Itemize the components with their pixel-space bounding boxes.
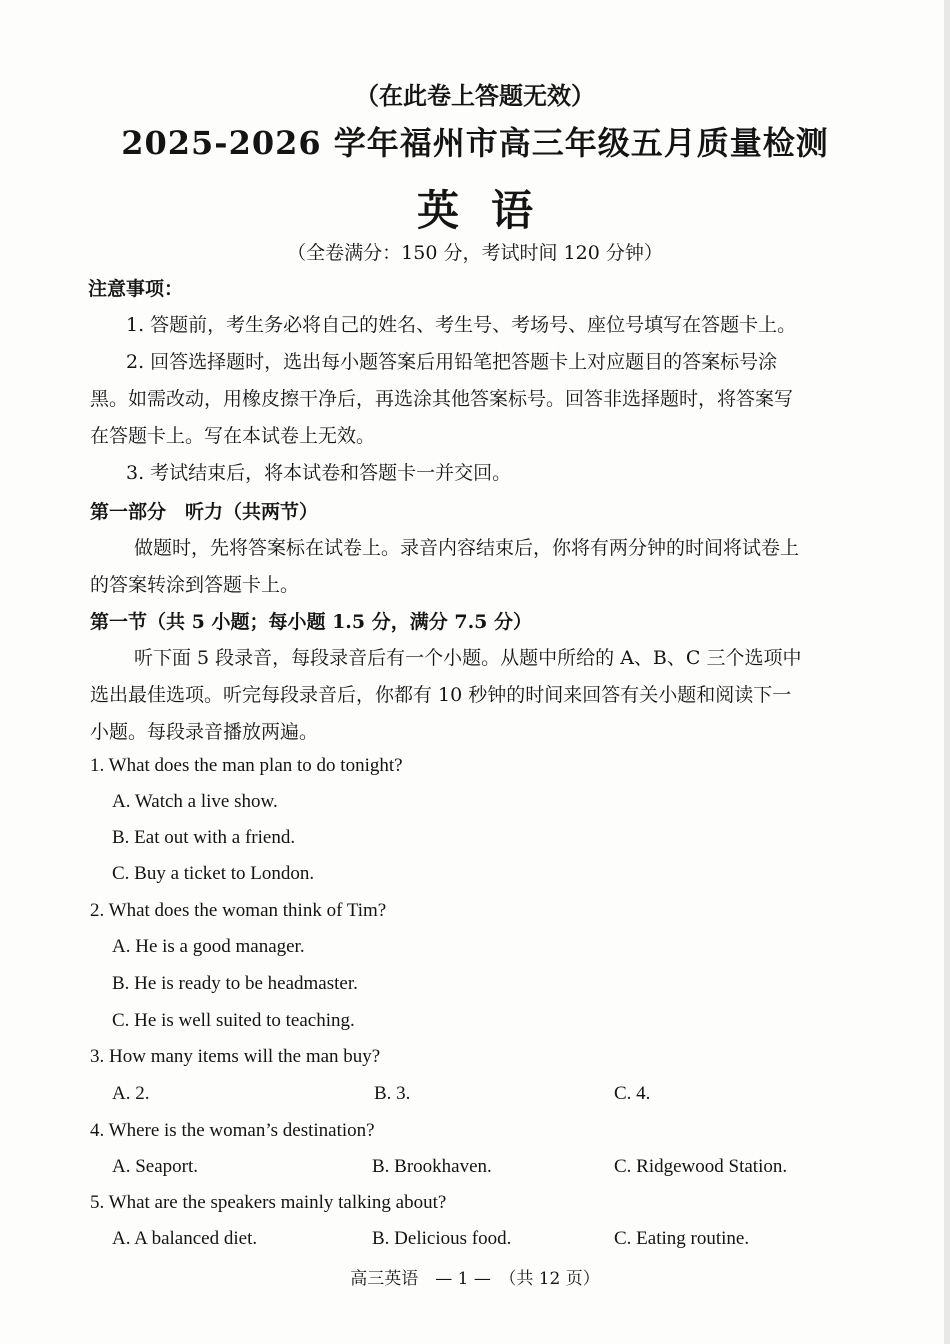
section1-heading: 第一节（共 5 小题；每小题 1.5 分，满分 7.5 分）: [90, 611, 533, 633]
question-3-option-c: C. 4.: [614, 1083, 651, 1104]
section1-instruction-line-2: 选出最佳选项。听完每段录音后，你都有 10 秒钟的时间来回答有关小题和阅读下一: [90, 684, 792, 706]
part1-heading: 第一部分 听力（共两节）: [90, 501, 319, 523]
question-4-option-b: B. Brookhaven.: [372, 1156, 492, 1177]
note-item-2-line-1: 2. 回答选择题时，选出每小题答案后用铅笔把答题卡上对应题目的答案标号涂: [126, 351, 778, 373]
question-5: 5. What are the speakers mainly talking about?: [90, 1192, 447, 1213]
question-2-option-a: A. He is a good manager.: [112, 936, 305, 957]
question-5-option-c: C. Eating routine.: [614, 1228, 750, 1249]
question-3-option-a: A. 2.: [112, 1083, 150, 1104]
question-1-option-b: B. Eat out with a friend.: [112, 827, 296, 848]
question-4-option-c: C. Ridgewood Station.: [614, 1156, 788, 1177]
note-item-2-line-2: 黑。如需改动，用橡皮擦干净后，再选涂其他答案标号。回答非选择题时，将答案写: [90, 388, 794, 410]
exam-title: 2025-2026 学年福州市高三年级五月质量检测: [121, 124, 829, 162]
part1-instruction-line-1: 做题时，先将答案标在试卷上。录音内容结束后，你将有两分钟的时间将试卷上: [134, 537, 800, 559]
part1-instruction-line-2: 的答案转涂到答题卡上。: [90, 574, 300, 596]
subject-title: 英语: [416, 186, 565, 235]
question-5-option-a: A. A balanced diet.: [112, 1228, 258, 1249]
invalid-answer-notice: （在此卷上答题无效）: [355, 81, 595, 110]
score-info: （全卷满分：150 分，考试时间 120 分钟）: [287, 242, 663, 264]
notes-heading: 注意事项：: [88, 278, 184, 300]
question-1: 1. What does the man plan to do tonight?: [90, 755, 403, 776]
note-item-2-line-3: 在答题卡上。写在本试卷上无效。: [90, 425, 376, 447]
section1-instruction-line-3: 小题。每段录音播放两遍。: [90, 721, 319, 743]
question-2-option-c: C. He is well suited to teaching.: [112, 1010, 355, 1031]
question-2-option-b: B. He is ready to be headmaster.: [112, 973, 358, 994]
question-4: 4. Where is the woman’s destination?: [90, 1120, 375, 1141]
question-1-option-c: C. Buy a ticket to London.: [112, 863, 315, 884]
question-5-option-b: B. Delicious food.: [372, 1228, 512, 1249]
question-1-option-a: A. Watch a live show.: [112, 791, 278, 812]
page-footer: 高三英语 — 1 — （共 12 页）: [350, 1269, 600, 1289]
section1-instruction-line-1: 听下面 5 段录音，每段录音后有一个小题。从题中所给的 A、B、C 三个选项中: [134, 647, 802, 669]
note-item-1: 1. 答题前，考生务必将自己的姓名、考生号、考场号、座位号填写在答题卡上。: [126, 314, 797, 336]
question-4-option-a: A. Seaport.: [112, 1156, 199, 1177]
question-3-option-b: B. 3.: [374, 1083, 411, 1104]
question-3: 3. How many items will the man buy?: [90, 1046, 381, 1067]
page-edge-shadow: [944, 0, 950, 1344]
note-item-3: 3. 考试结束后，将本试卷和答题卡一并交回。: [126, 462, 512, 484]
question-2: 2. What does the woman think of Tim?: [90, 900, 387, 921]
